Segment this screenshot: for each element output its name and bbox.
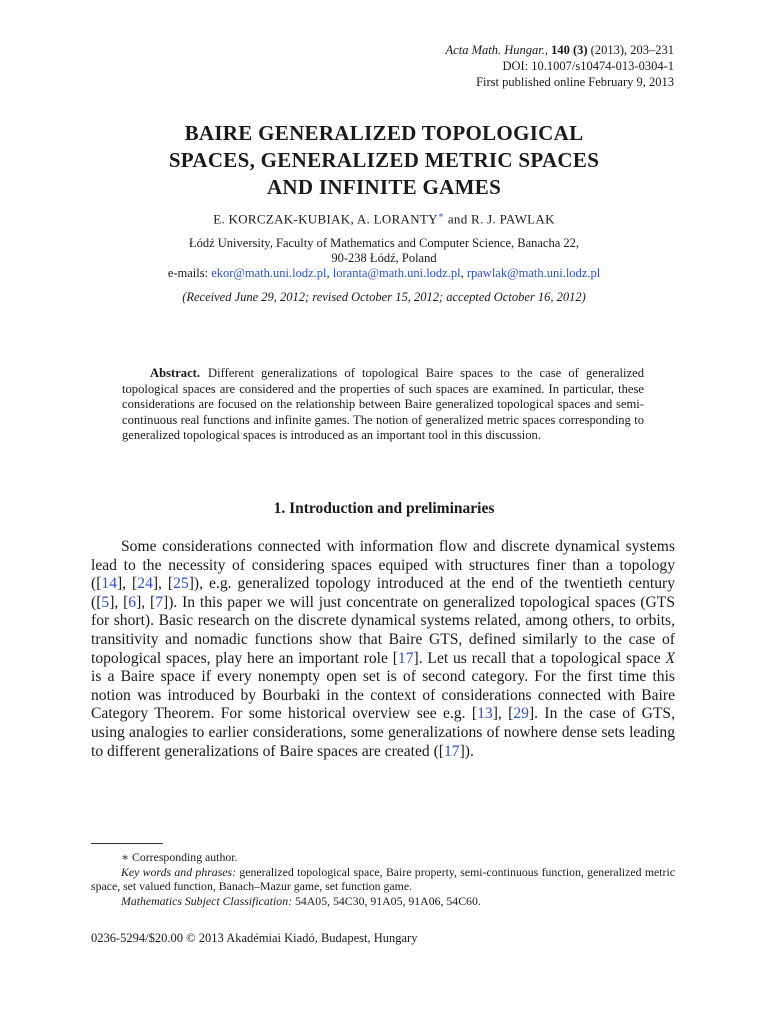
msc-text: 54A05, 54C30, 91A05, 91A06, 54C60. — [292, 893, 481, 908]
doi: DOI: 10.1007/s10474-013-0304-1 — [502, 59, 674, 73]
footnote-rule — [91, 843, 163, 844]
keywords-label: Key words and phrases: — [121, 864, 237, 879]
body-paragraph — [91, 538, 675, 761]
body-text: Some considerations connected with information flow and discrete dynamical systems lead to the necessity of considering spaces equiped with structures finer than a topology ([ — [91, 538, 675, 593]
corresponding-author-mark[interactable]: ∗ — [437, 210, 445, 220]
body-text: ]). In this paper we will just concentrate on generalized topological spaces (GTS for short). Basic research on the discrete dynamical systems related, among others, to orbits, transitivity and nomadic functions show that Baire GTS, defined similarly to the case of topological spaces, play here an important role [ — [91, 593, 676, 667]
paper-title — [94, 120, 674, 201]
keywords-text: generalized topological space, Baire property, semi-continuous function, generalized metric space, set valued function, Banach–Mazur game, set function game. — [91, 864, 675, 894]
journal-volume: 140 (3) — [551, 43, 588, 57]
citation-link-29[interactable]: 29 — [513, 705, 529, 723]
journal-citation: Acta Math. Hungar., 140 (3) (2013), 203–231 — [445, 43, 674, 57]
footnotes — [91, 850, 675, 908]
journal-name: Acta Math. Hungar. — [445, 43, 545, 57]
msc-label: Mathematics Subject Classification: — [121, 893, 293, 908]
citation-link-13[interactable]: 13 — [477, 705, 493, 723]
copyright-line: 0236-5294/$20.00 © 2013 Akadémiai Kiadó, Budapest, Hungary — [91, 931, 418, 945]
body-text: ], [ — [116, 575, 138, 593]
emails: e-mails: ekor@math.uni.lodz.pl, loranta@math.uni.lodz.pl, rpawlak@math.uni.lodz.pl — [167, 266, 601, 280]
citation-link-14[interactable]: 14 — [101, 575, 117, 593]
abstract — [122, 366, 644, 444]
email-link-2[interactable]: loranta@math.uni.lodz.pl — [332, 266, 461, 280]
body-text: ]), e.g. generalized topology introduced at the end of the twentieth century ([ — [91, 575, 675, 611]
emails-label: e-mails: — [167, 266, 212, 280]
citation-link-5[interactable]: 5 — [101, 593, 110, 611]
affiliation-line-1: Łódź University, Faculty of Mathematics and Computer Science, Banacha 22, — [188, 236, 580, 250]
abstract-text: Different generalizations of topological Baire spaces to the case of generalized topological spaces are considered and the properties of such spaces are examined. In particular, these considerations are focused on the relationship between Baire generalized topological spaces and semi-continuous real functions and infinite games. The notion of generalized metric spaces corresponding to generalized topological spaces is introduced as an important tool in this discussion. — [122, 366, 644, 443]
email-link-3[interactable]: rpawlak@math.uni.lodz.pl — [466, 266, 601, 280]
body-text: ]. Let us recall that a topological space — [413, 649, 666, 667]
body-text: ], [ — [109, 593, 129, 611]
email-link-1[interactable]: ekor@math.uni.lodz.pl — [211, 266, 327, 280]
title-line-2: SPACES, GENERALIZED METRIC SPACES — [168, 148, 600, 172]
body-text: ], [ — [152, 575, 174, 593]
body-text: ]. In the case of GTS, using analogies to earlier considerations, some generalizations of nowhere dense sets leading to different generalizations of Baire spaces are created ([ — [91, 705, 675, 760]
section-heading: 1. Introduction and preliminaries — [273, 500, 495, 517]
affiliation — [94, 236, 674, 281]
authors-part-1: E. KORCZAK-KUBIAK, A. LORANTY — [213, 211, 438, 227]
authors-part-2: and R. J. PAWLAK — [444, 211, 555, 227]
received-dates: (Received June 29, 2012; revised October 15, 2012; accepted October 16, 2012) — [182, 290, 586, 304]
authors — [94, 210, 674, 227]
abstract-label: Abstract. — [150, 366, 201, 380]
footnote-corresponding: ∗ Corresponding author. — [121, 850, 238, 864]
journal-year-pages: (2013), 203–231 — [587, 43, 674, 57]
journal-header — [446, 42, 674, 90]
citation-link-17-b[interactable]: 17 — [443, 742, 460, 760]
citation-link-7[interactable]: 7 — [155, 593, 163, 611]
body-text: ], [ — [492, 705, 514, 723]
citation-link-6[interactable]: 6 — [128, 593, 137, 611]
published-date: First published online February 9, 2013 — [476, 75, 674, 89]
body-text: ], [ — [136, 593, 156, 611]
footnote-keywords — [91, 865, 675, 894]
body-text: ]). — [459, 742, 474, 760]
citation-link-25[interactable]: 25 — [173, 575, 189, 593]
math-symbol-x: X — [665, 649, 675, 667]
title-line-1: BAIRE GENERALIZED TOPOLOGICAL — [184, 121, 584, 145]
citation-link-17[interactable]: 17 — [397, 649, 414, 667]
citation-link-24[interactable]: 24 — [137, 575, 153, 593]
footnote-msc — [91, 894, 675, 909]
body-text: is a Baire space if every nonempty open set is of second category. For the first time this notion was introduced by Bourbaki in the context of considerations connected with Baire Category Theorem. For some historical overview see e.g. [ — [91, 668, 675, 723]
title-line-3: AND INFINITE GAMES — [266, 175, 502, 199]
affiliation-line-2: 90-238 Łódź, Poland — [331, 251, 437, 265]
